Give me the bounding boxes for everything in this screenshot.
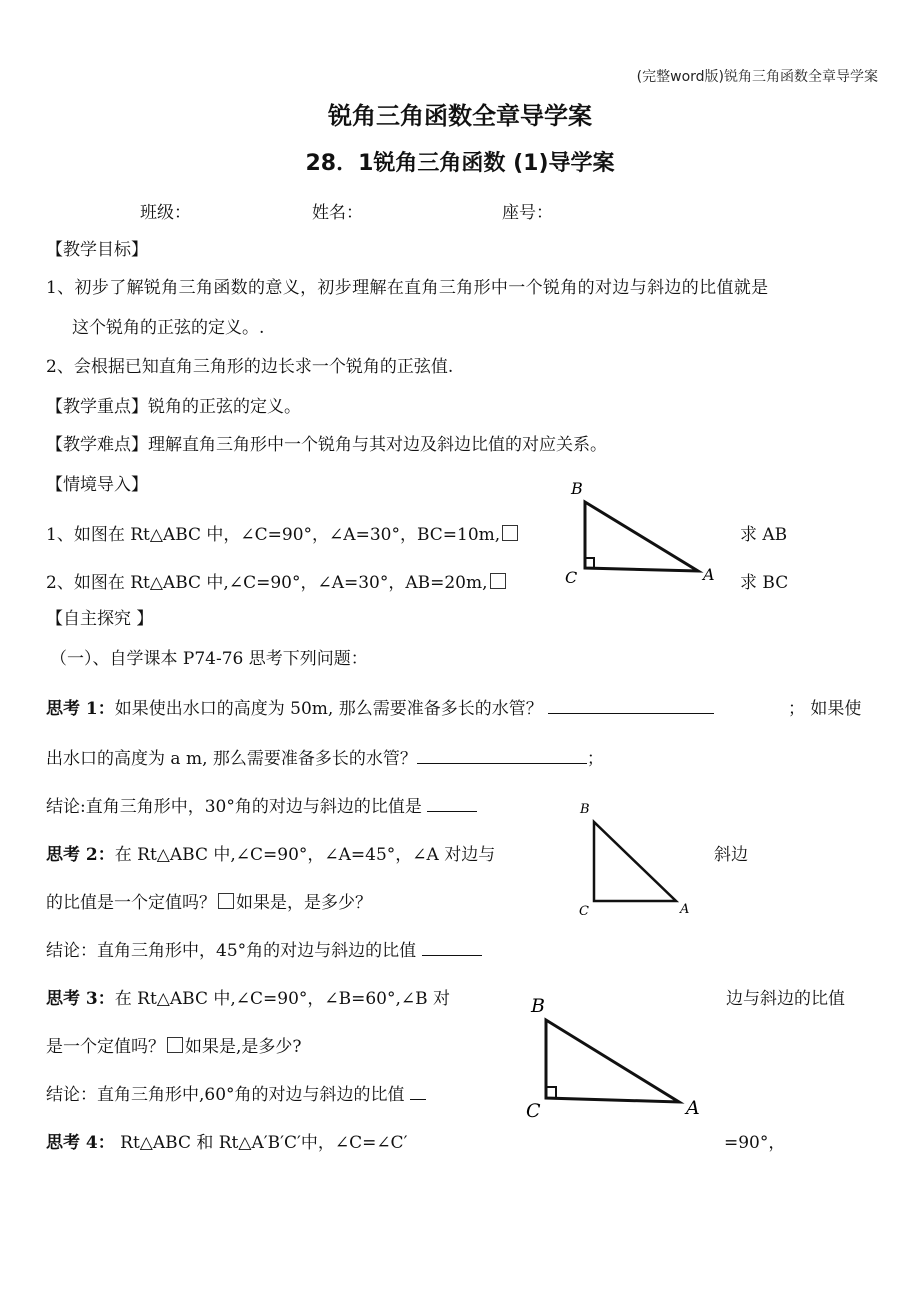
- think-2-line-1: [46, 840, 495, 865]
- think-2-line-2: [46, 888, 372, 913]
- conclusion-1: [46, 792, 477, 817]
- triangle-1-shape: [585, 502, 698, 571]
- conclusion-1-text: 结论:直角三角形中，30°角的对边与斜边的比值是: [46, 797, 422, 817]
- think-1-label: 思考 1：: [46, 699, 115, 719]
- think-1-line-1: [46, 694, 714, 719]
- vertex-c-label: C: [565, 568, 578, 587]
- class-label: 班级：: [140, 203, 191, 223]
- intro-question-2-tail: 求 BC: [740, 573, 789, 593]
- intro-question-1-tail: 求 AB: [740, 525, 788, 545]
- think-4-line-1-tail: =90°，: [724, 1133, 786, 1153]
- placeholder-box: [218, 893, 234, 909]
- answer-blank[interactable]: [422, 937, 482, 956]
- triangle-figure-3: [522, 990, 712, 1125]
- triangle-3-shape: [546, 1020, 679, 1102]
- intro-question-1-text: 1、如图在 Rt△ABC 中，∠C=90°，∠A=30°，BC=10m,: [46, 525, 501, 545]
- key-point: 【教学重点】锐角的正弦的定义。: [46, 397, 301, 417]
- think-3-text: 在 Rt△ABC 中,∠C=90°，∠B=60°,∠B 对: [114, 989, 451, 1009]
- answer-blank[interactable]: [417, 745, 587, 764]
- seat-label: 座号：: [502, 203, 553, 223]
- think-3-line-2-text: 是一个定值吗？: [46, 1037, 165, 1057]
- placeholder-box: [490, 573, 506, 589]
- intro-question-1: [46, 520, 520, 545]
- vertex-a-label: A: [703, 565, 715, 584]
- vertex-b-label: B: [531, 995, 545, 1017]
- think-1-line-2: [46, 744, 604, 769]
- objective-1-line-2: 这个锐角的正弦的定义。.: [72, 318, 265, 338]
- vertex-c-label: C: [526, 1100, 541, 1122]
- vertex-c-label: C: [579, 904, 589, 919]
- conclusion-2-text: 结论：直角三角形中，45°角的对边与斜边的比值: [46, 941, 417, 961]
- think-2-text: 在 Rt△ABC 中,∠C=90°，∠A=45°，∠A 对边与: [114, 845, 496, 865]
- intro-question-2-text: 2、如图在 Rt△ABC 中,∠C=90°，∠A=30°，AB=20m,: [46, 573, 488, 593]
- answer-blank[interactable]: [427, 793, 477, 812]
- answer-blank[interactable]: [410, 1081, 426, 1100]
- document-header: (完整word版)锐角三角函数全章导学案: [636, 69, 878, 85]
- page-subtitle: 28．1锐角三角函数 (1)导学案: [305, 151, 615, 176]
- vertex-a-label: A: [680, 902, 690, 917]
- think-2-label: 思考 2：: [46, 845, 115, 865]
- intro-question-2: [46, 568, 508, 593]
- difficulty: 【教学难点】理解直角三角形中一个锐角与其对边及斜边比值的对应关系。: [46, 435, 607, 455]
- page-title: 锐角三角函数全章导学案: [328, 102, 592, 130]
- objective-2: 2、会根据已知直角三角形的边长求一个锐角的正弦值.: [46, 357, 454, 377]
- think-4-label: 思考 4：: [46, 1133, 115, 1153]
- placeholder-box: [502, 525, 518, 541]
- think-3-line-1-tail: 边与斜边的比值: [726, 989, 845, 1009]
- think-2-line-1-tail: 斜边: [714, 845, 748, 865]
- triangle-2-shape: [594, 822, 676, 901]
- conclusion-3-text: 结论：直角三角形中,60°角的对边与斜边的比值: [46, 1085, 405, 1105]
- vertex-b-label: B: [571, 479, 583, 498]
- triangle-figure-2: [576, 798, 706, 923]
- vertex-a-label: A: [686, 1097, 700, 1119]
- think-2-line-2-text: 的比值是一个定值吗？: [46, 893, 216, 913]
- intro-heading: 【情境导入】: [46, 475, 148, 495]
- think-3-line-2-tail: 如果是,是多少?: [185, 1037, 302, 1057]
- think-1-line-1-tail: ； 如果使: [788, 699, 862, 719]
- think-4-text: Rt△ABC 和 Rt△A′B′C′中，∠C=∠C′: [120, 1133, 408, 1153]
- conclusion-3: [46, 1080, 426, 1105]
- think-1-line-2-tail: ；: [586, 749, 604, 769]
- think-1-text: 如果使出水口的高度为 50m, 那么需要准备多长的水管？: [114, 699, 543, 719]
- conclusion-2: [46, 936, 482, 961]
- name-label: 姓名：: [312, 203, 363, 223]
- triangle-figure-1: [560, 478, 730, 588]
- placeholder-box: [167, 1037, 183, 1053]
- think-3-line-1: [46, 984, 450, 1009]
- objective-1-line-1: 1、初步了解锐角三角函数的意义，初步理解在直角三角形中一个锐角的对边与斜边的比值就是: [46, 278, 769, 298]
- think-4-line-1: [46, 1128, 407, 1153]
- vertex-b-label: B: [580, 802, 590, 817]
- think-3-label: 思考 3：: [46, 989, 115, 1009]
- answer-blank[interactable]: [548, 695, 714, 714]
- objectives-heading: 【教学目标】: [46, 240, 148, 260]
- explore-heading: 【自主探究 】: [46, 609, 154, 629]
- think-3-line-2: [46, 1032, 302, 1057]
- think-1-line-2-text: 出水口的高度为 a m, 那么需要准备多长的水管？: [46, 749, 417, 769]
- explore-subheading: （一）、自学课本 P74-76 思考下列问题：: [50, 649, 368, 669]
- think-2-line-2-tail: 如果是，是多少？: [236, 893, 372, 913]
